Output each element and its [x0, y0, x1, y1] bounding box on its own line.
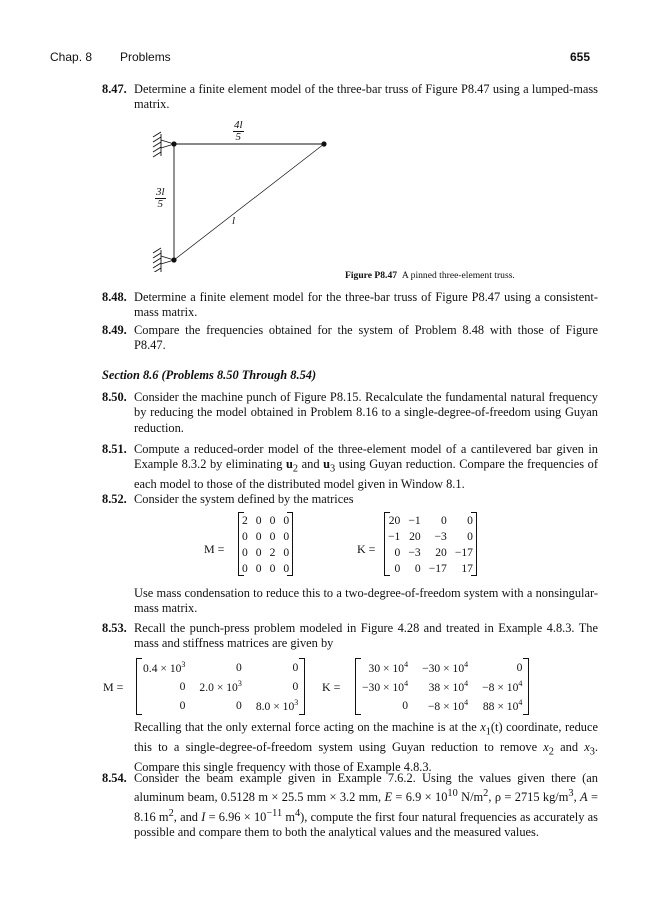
problem-text: Consider the machine punch of Figure P8.15. Recalculate the fundamental natural frequency by reducing the model obtained in Problem 8.16 to a single-degree-of-freedom using Guyan reduction.: [134, 390, 598, 435]
page-number: 655: [570, 50, 591, 64]
matrix-cell: −17: [428, 561, 447, 575]
matrix-row: [238, 528, 293, 544]
matrix-cell: 20: [388, 513, 401, 527]
problem-8-49: [102, 323, 598, 354]
mass-matrix-852: [238, 512, 293, 576]
mass-matrix-label: M =: [103, 680, 124, 694]
problem-8-47: [102, 82, 598, 113]
matrix-cell: 0: [242, 529, 248, 543]
problem-text: Determine a finite element model of the three-bar truss of Figure P8.47 using a lumped-mass matrix.: [134, 82, 598, 112]
matrix-row: [355, 677, 529, 696]
problem-8-54: [102, 771, 598, 841]
problem-8-52-continued: [102, 586, 598, 617]
matrix-row: [136, 677, 305, 696]
matrix-cell: 0: [394, 545, 401, 559]
problem-text: Use mass condensation to reduce this to a two-degree-of-freedom system with a nonsingular-mass matrix.: [134, 586, 598, 616]
matrix-cell: $38 \times 10^4$: [428, 679, 469, 694]
matrix-cell: −1: [408, 513, 421, 527]
matrix-cell: −1: [388, 529, 401, 543]
matrix-row: [136, 658, 305, 677]
label-diagonal-length: l: [232, 215, 236, 227]
problem-8-53: [102, 621, 598, 652]
matrix-row: [384, 560, 477, 576]
figure-truss: [140, 112, 340, 277]
label-left-length: $\frac{3l}{5}$: [156, 186, 165, 210]
problem-8-50: [102, 390, 598, 436]
stiffness-matrix-852: [384, 512, 477, 576]
problem-number: 8.48.: [102, 290, 127, 304]
problem-text: Recalling that the only external force acting on the machine is at the $x_1(t)$ coordinate, reduce this to a single-degree-of-freedom system using Guyan reduction to remove $x_2$ and $x_3$. Compare this single frequency with those of Example 4.8.3.: [134, 720, 598, 774]
matrix-cell: 0: [283, 529, 290, 543]
matrix-cell: 0: [467, 513, 473, 527]
matrix-cell: 0: [414, 561, 421, 575]
matrix-cell: 0: [516, 661, 523, 674]
running-header-chapter: Chap. 8: [50, 50, 93, 64]
matrix-cell: 0: [236, 699, 242, 712]
matrix-row: [355, 658, 529, 677]
matrix-cell: 0: [242, 545, 248, 559]
matrix-cell: 2: [242, 513, 248, 527]
matrix-row: [238, 544, 293, 560]
matrix-row: [384, 512, 477, 528]
problem-8-51: [102, 442, 598, 493]
matrix-cell: −17: [454, 545, 473, 559]
label-top-length: $\frac{4l}{5}$: [234, 119, 243, 143]
matrix-row: [384, 544, 477, 560]
matrix-cell: 0: [269, 561, 276, 575]
problem-number: 8.53.: [102, 621, 127, 635]
matrix-cell: 20: [409, 529, 421, 543]
problem-text: Recall the punch-press problem modeled in Figure 4.28 and treated in Example 4.8.3. The mass and stiffness matrices are given by: [134, 621, 598, 651]
matrix-cell: $0.4 \times 10^3$: [143, 660, 186, 675]
matrix-cell: 0: [236, 661, 242, 674]
problem-number: 8.52.: [102, 492, 127, 506]
matrix-cell: $-8 \times 10^4$: [482, 679, 523, 694]
problem-number: 8.50.: [102, 390, 127, 404]
matrix-cell: 0: [402, 699, 409, 712]
matrix-cell: −3: [408, 545, 421, 559]
problem-number: 8.54.: [102, 771, 127, 785]
problem-8-53-continued: [102, 720, 598, 775]
node-right: [321, 141, 326, 146]
node-top-left: [171, 141, 176, 146]
matrix-cell: 2: [269, 545, 276, 559]
stiffness-matrix-label: K =: [322, 680, 341, 694]
matrix-cell: 17: [461, 561, 473, 575]
matrix-cell: $-30 \times 10^4$: [422, 660, 469, 675]
matrix-cell: $-30 \times 10^4$: [362, 679, 409, 694]
section-heading: Section 8.6 (Problems 8.50 Through 8.54): [102, 368, 317, 382]
matrix-cell: 0: [269, 513, 276, 527]
matrix-row: [355, 696, 529, 715]
problem-text: Compare the frequencies obtained for the system of Problem 8.48 with those of Figure P8.47.: [134, 323, 598, 353]
matrix-cell: 0: [242, 561, 248, 575]
bottom-pin-support: [153, 248, 174, 272]
matrix-cell: 0: [283, 513, 290, 527]
node-bottom-left: [171, 257, 176, 262]
bar-diagonal: [174, 144, 324, 260]
matrix-cell: $2.0 \times 10^3$: [199, 679, 242, 694]
problem-text: Determine a finite element model for the three-bar truss of Figure P8.47 using a consistent-mass matrix.: [134, 290, 598, 320]
matrix-cell: 0: [283, 561, 290, 575]
figure-caption: Figure P8.47 A pinned three-element truss.: [345, 270, 515, 281]
mass-matrix-853: [136, 658, 305, 715]
matrix-cell: $88 \times 10^4$: [482, 698, 523, 713]
top-pin-support: [153, 132, 174, 157]
stiffness-matrix-853: [355, 658, 529, 715]
matrix-cell: 0: [292, 680, 299, 693]
matrix-row: [238, 560, 293, 576]
problem-number: 8.51.: [102, 442, 127, 456]
matrix-cell: $30 \times 10^4$: [368, 660, 409, 675]
mass-matrix-label: M =: [204, 542, 225, 556]
running-header-section: Problems: [120, 50, 171, 64]
matrix-cell: $-8 \times 10^4$: [427, 698, 469, 713]
matrix-cell: 0: [255, 529, 262, 543]
matrix-cell: 0: [283, 545, 290, 559]
matrix-cell: 20: [435, 545, 447, 559]
matrix-grid: [355, 658, 529, 715]
problem-8-48: [102, 290, 598, 321]
stiffness-matrix-label: K =: [357, 542, 376, 556]
matrix-cell: 0: [255, 513, 262, 527]
matrix-cell: 0: [255, 561, 262, 575]
matrix-cell: 0: [292, 661, 299, 674]
matrix-grid: [238, 512, 293, 576]
problem-text: Consider the system defined by the matrices: [134, 492, 354, 506]
problem-number: 8.49.: [102, 323, 127, 337]
matrix-cell: 0: [441, 513, 447, 527]
matrix-row: [384, 528, 477, 544]
matrix-cell: 0: [179, 680, 186, 693]
problem-text: Consider the beam example given in Example 7.6.2. Using the values given there (an aluminum beam, 0.5128 m × 25.5 mm × 3.2 mm, $E = 6.9 \times 10^{10}$ $N/m^2$, ρ = 2715 $kg/m^3$, A = 8.16 $m^2$, and $I = 6.96 \times 10^{-11}$ $m^4$), compute the first four natural frequencies as accurately as possible and compare them to both the analytical values and the measured values.: [134, 771, 598, 840]
matrix-row: [136, 696, 305, 715]
matrix-cell: 0: [394, 561, 401, 575]
matrix-cell: 0: [179, 699, 186, 712]
matrix-cell: 0: [255, 545, 262, 559]
matrix-cell: 0: [269, 529, 276, 543]
problem-number: 8.47.: [102, 82, 127, 96]
matrix-row: [238, 512, 293, 528]
matrix-grid: [136, 658, 305, 715]
problem-8-52: [102, 492, 598, 507]
matrix-cell: 0: [467, 529, 473, 543]
matrix-grid: [384, 512, 477, 576]
matrix-cell: −3: [434, 529, 447, 543]
matrix-cell: $8.0 \times 10^3$: [255, 698, 299, 713]
problem-text: Compute a reduced-order model of the three-element model of a cantilevered bar given in Example 8.3.2 by eliminating $u_2$ and $u_3$ using Guyan reduction. Compare the frequencies of each model to those of the distributed model given in Window 8.1.: [134, 442, 598, 492]
